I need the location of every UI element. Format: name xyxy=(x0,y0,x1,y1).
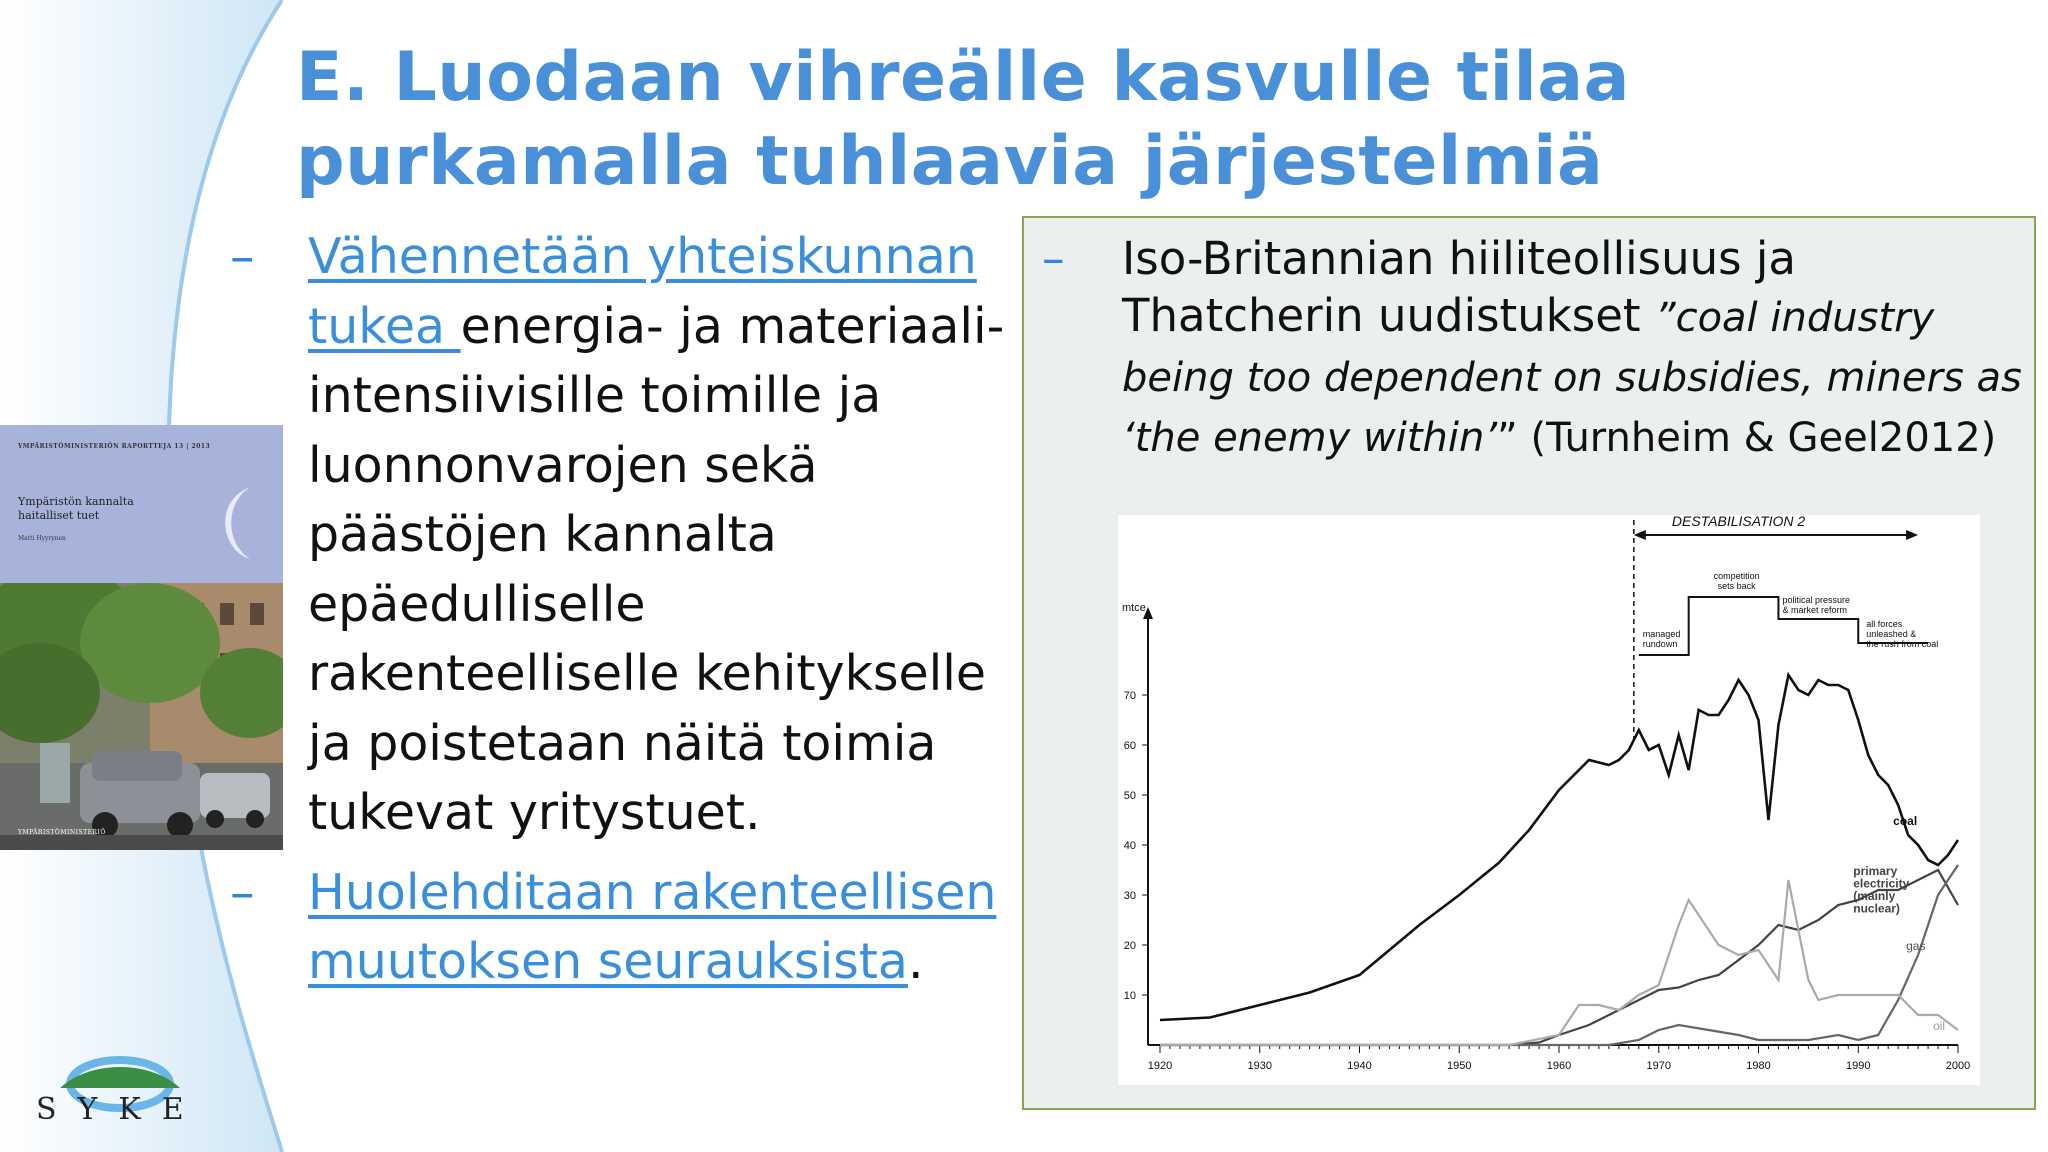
series-label-primary-2: electricity xyxy=(1853,876,1910,891)
phase-managed-2: rundown xyxy=(1642,639,1678,649)
coal-chart xyxy=(1118,515,1980,1085)
phase-political-2: & market reform xyxy=(1782,605,1847,615)
series-label-primary-1: primary xyxy=(1853,864,1898,878)
panel-text-plain: Iso-Britannian hiiliteollisuus ja Thatcherin uudistukset xyxy=(1122,232,1796,342)
coal-chart-svg xyxy=(1118,515,1980,1085)
y-tick-label: 20 xyxy=(1123,940,1136,952)
street-photo xyxy=(0,583,283,850)
series-line-gas xyxy=(1160,865,1958,1045)
series-line-primary xyxy=(1160,870,1958,1045)
cover-series: YMPÄRISTÖMINISTERIÖN RAPORTTEJA 13 | 2013 xyxy=(18,443,211,450)
phase-political-1: political pressure xyxy=(1782,595,1850,605)
series-label-primary-3: (mainly xyxy=(1853,889,1896,903)
bullet-item-2 xyxy=(230,858,1010,997)
x-tick-label: 1940 xyxy=(1347,1060,1372,1072)
slide-title xyxy=(296,36,1996,204)
bullet-link-subsidies[interactable]: Vähennetään yhteiskunnan tukea xyxy=(308,228,977,355)
cover-author: Matti Hyyrynen xyxy=(18,535,66,542)
x-tick-label: 1920 xyxy=(1147,1060,1173,1072)
phase-allforces-2: unleashed & xyxy=(1866,629,1917,639)
title-line-2: purkamalla tuhlaavia järjestelmiä xyxy=(296,122,1604,201)
title-line-1: E. Luodaan vihreälle kasvulle tilaa xyxy=(296,38,1631,117)
y-tick-label: 40 xyxy=(1123,840,1136,852)
bullet-dash: – xyxy=(230,863,255,921)
bullet-item-1 xyxy=(230,222,1010,848)
panel-dash: – xyxy=(1042,232,1065,285)
y-tick-label: 70 xyxy=(1123,690,1136,702)
phase-competition-1: competition xyxy=(1713,571,1760,581)
y-tick-label: 50 xyxy=(1123,790,1136,802)
series-label-oil: oil xyxy=(1933,1019,1946,1033)
series-label-primary-4: nuclear) xyxy=(1853,901,1900,916)
cover-header xyxy=(0,425,283,583)
y-tick-label: 30 xyxy=(1123,890,1136,902)
syke-logo-text: SYKE xyxy=(36,1092,205,1127)
series-line-coal xyxy=(1160,675,1958,1020)
x-tick-label: 1980 xyxy=(1746,1060,1771,1072)
panel-text-quote: ”coal industry being too dependent on subsidies, miners as ‘the enemy within’ xyxy=(1122,295,2022,461)
y-axis-label: mtce xyxy=(1122,602,1146,614)
phase-competition-2: sets back xyxy=(1717,581,1756,591)
x-tick-label: 1970 xyxy=(1646,1060,1671,1072)
panel-quote-text xyxy=(1122,230,2022,467)
report-cover-image xyxy=(0,425,283,850)
cover-title: Ympäristön kannalta haitalliset tuet xyxy=(18,495,134,522)
cover-footer: YMPÄRISTÖMINISTERIÖ xyxy=(18,829,106,836)
y-tick-label: 10 xyxy=(1123,990,1136,1002)
cover-moon-icon xyxy=(210,483,260,563)
phase-allforces-3: the rush from coal xyxy=(1866,639,1939,649)
bullet-end: . xyxy=(907,933,924,990)
x-tick-label: 2000 xyxy=(1945,1060,1971,1072)
series-label-coal: coal xyxy=(1893,814,1918,828)
bullet-list xyxy=(230,222,1010,1007)
x-tick-label: 1990 xyxy=(1846,1060,1871,1072)
destabilisation-arrow-right xyxy=(1906,530,1918,540)
bullet-link-structural-change[interactable]: Huolehditaan rakenteellisen muutoksen seurauksista xyxy=(308,863,997,990)
series-label-gas: gas xyxy=(1906,939,1926,953)
phase-managed-1: managed xyxy=(1642,629,1681,639)
bullet-text: energia- ja materiaali-intensiivisille toimille ja luonnonvarojen sekä päästöjen kannalta epäedulliselle rakenteelliselle kehitykselle ja poistetaan näitä toimia tukevat yritystuet. xyxy=(308,297,1005,841)
destabilisation-label: DESTABILISATION 2 xyxy=(1671,515,1806,529)
x-tick-label: 1960 xyxy=(1546,1060,1572,1072)
panel-text-citation: ” (Turnheim & Geel2012) xyxy=(1497,415,1997,461)
destabilisation-arrow-left xyxy=(1634,530,1646,540)
x-tick-label: 1930 xyxy=(1247,1060,1272,1072)
x-tick-label: 1950 xyxy=(1447,1060,1472,1072)
phase-allforces-1: all forces xyxy=(1866,619,1903,629)
bullet-dash: – xyxy=(230,228,255,285)
y-tick-label: 60 xyxy=(1123,740,1136,752)
